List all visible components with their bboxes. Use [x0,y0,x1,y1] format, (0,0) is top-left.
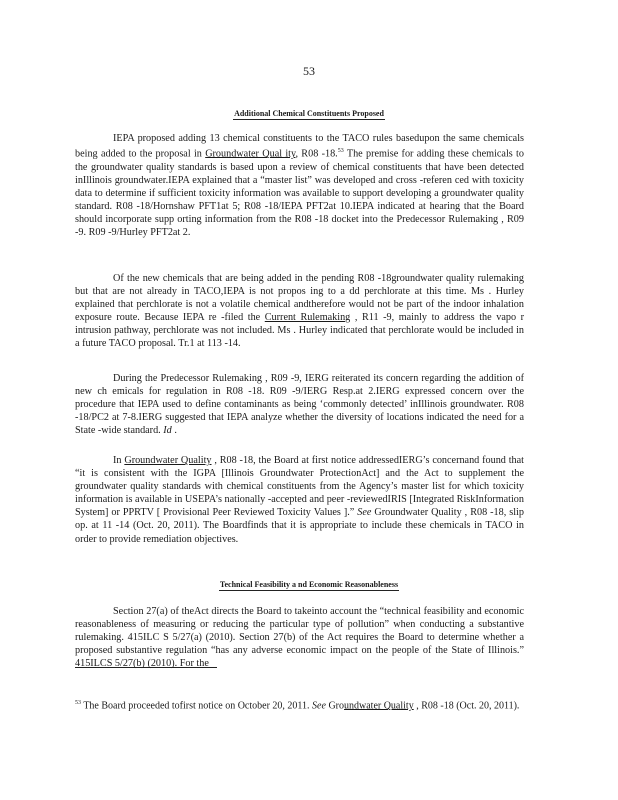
paragraph-1 [75,132,524,239]
footnote [75,697,524,712]
case-name-current-rulemaking: Current Rulemaking [264,312,351,324]
paragraph-5 [75,605,524,670]
page-number: 53 [303,64,315,78]
section-heading-text: Additional Chemical Constituents Proposed [234,109,384,118]
section-heading-text: Technical Feasibility a nd Economic Reasonableness [219,580,399,589]
section-heading-technical-feasibility [0,580,618,589]
footnote-text-1: The Board proceeded tofirst notice on October 20, 2011. [81,700,313,712]
p3-text-2: . [171,425,177,437]
citation-see: See [312,700,326,712]
p4-text-1: In [113,455,125,466]
p4-text-3: Groundwater Quality , R08 -18, slip op. at 11 -14 (Oct. 20, 2011). The Boardfinds that it is appropriate to include these chemicals in TACO in order to provide remediation objectives. [75,507,524,545]
p3-text-1: During the Predecessor Rulemaking , R09 -9, IERG reiterated its concern regarding the addition of new ch emicals for regulation in R08 -18. R09 -9/IERG Resp.at 2.IERG expressed concern over the procedure that IEPA used to define contaminants as being ‘commonly detected’ inIllinois groundwater. R08 -18/PC2 at 7-8.IERG suggested that IEPA analyze whether the diversity of locations indicated the need for a State -wide standard. [75,373,524,437]
citation-see: See [357,507,372,519]
case-name-groundwater-quality: Groundwater Quality [124,455,212,466]
p2-text-1: Of the new chemicals that are being added in the pending R08 -18groundwater quality rulemaking but that are not already in TACO,IEPA is not propos ing to a dd perchlorate at this time. Ms . Hurley explained that perchlorate is not a volatile chemical andtherefore would not be part of the indoor inhalation exposure route. Because IEPA re -filed the [75,273,524,324]
p4-text-2: , R08 -18, the Board at first notice addressedIERG’s concernand found that “it is consistent with the IGPA [Illinois Groundwater ProtectionAct] and the Act to supplement the groundwater quality standards with chemical constituents from the Agency’s master list for which toxicity information is available in USEPA’s nationally -accepted and peer -reviewedIRIS [Integrated RiskInformation System] or PPRTV [ Provisional Peer Reviewed Toxicity Values ].” [75,455,524,519]
citation-id: Id [163,425,172,437]
p1-text-1: IEPA proposed adding 13 chemical constituents to the TACO rules basedupon the same chemicals being added to the proposal in [75,133,524,160]
footnote-text-3: , R08 -18 (Oct. 20, 2011). [413,700,520,712]
footnote-separator [75,667,217,668]
paragraph-3 [75,372,524,437]
p1-text-3: The premise for adding these chemicals to the groundwater quality standards is based upon a review of chemical constituents that have been detected inIllinois groundwater.IEPA explained that a “master list” was developed and cross -referen ced with toxicity data to determine if sufficient toxicity information was available to support developing a groundwater quality standard. R08 -18/Hornshaw PFT1at 5; R08 -18/IEPA PFT2at 10.IEPA indicated at hearing that the Board should incorporate supp orting information from the R08 -18 docket into the Predecessor Rulemaking , R09 -9. R09 -9/Hurley PFT2at 2. [75,148,524,239]
p2-text-2: , R11 -9, mainly to address the vapo r intrusion pathway, perchlorate was not included. Ms . Hurley indicated that perchlorate would be included in a future TACO proposal. Tr.1 at 113 -14. [75,312,524,350]
paragraph-4 [75,454,524,546]
case-name-groundwater-quality: Groundwater Qual ity [205,148,296,160]
p5-text-1: Section 27(a) of theAct directs the Board to takeinto account the “technical feasibility and economic reasonableness of measuring or reducing the particular type of pollution” when conducting a substantive rulemaking. 415ILC S 5/27(a) (2010). Section 27(b) of the Act requires the Board to determine whether a proposed substantive regulation “has any adverse economic impact on the people of the State of Illinois.” 415ILCS 5/27(b) (2010). For the [75,606,524,670]
section-heading-additional-constituents [0,109,618,118]
footnote-text-2: Gro [325,700,344,712]
footnote-reference: 53 [337,148,344,155]
p1-text-2: , R08 -18. [295,148,338,160]
footnote-number: 53 [75,700,81,706]
paragraph-2 [75,272,524,351]
case-name-groundwater-quality: undwater Quality [344,700,414,712]
